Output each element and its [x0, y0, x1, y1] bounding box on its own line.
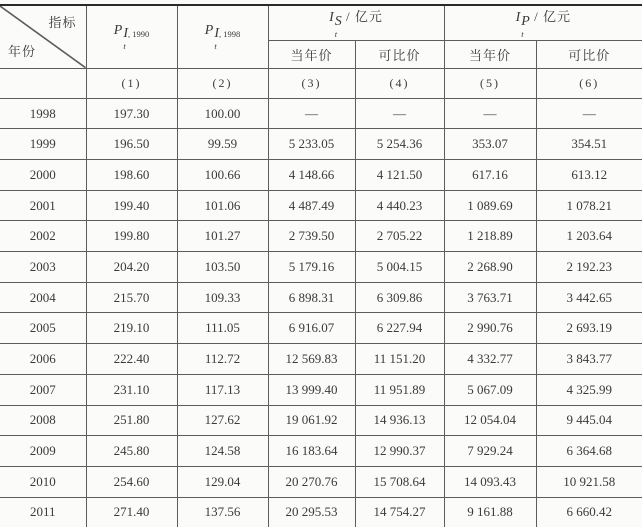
- table-header: [0, 5, 642, 98]
- corner-label-year: 年份: [8, 43, 37, 59]
- value-cell: 2 192.23: [536, 252, 642, 283]
- value-cell: 271.40: [86, 497, 177, 527]
- table-body: [0, 98, 642, 527]
- year-cell: 2004: [0, 282, 86, 313]
- table-row: [0, 252, 642, 283]
- is-base: I: [329, 10, 334, 25]
- header-p1998: [177, 5, 268, 68]
- value-cell: 1 078.21: [536, 190, 642, 221]
- table-row: [0, 129, 642, 160]
- value-cell: 198.60: [86, 160, 177, 191]
- value-cell: 6 660.42: [536, 497, 642, 527]
- year-cell: 1999: [0, 129, 86, 160]
- value-cell: 4 332.77: [444, 344, 536, 375]
- value-cell: 5 179.16: [268, 252, 355, 283]
- value-cell: 127.62: [177, 405, 268, 436]
- value-cell: 3 843.77: [536, 344, 642, 375]
- p1990-base: P: [113, 22, 123, 38]
- value-cell: 197.30: [86, 98, 177, 129]
- index-cell-2: (2): [177, 68, 268, 98]
- value-cell: 6 898.31: [268, 282, 355, 313]
- table-row: [0, 374, 642, 405]
- value-cell: 6 364.68: [536, 436, 642, 467]
- year-cell: 2000: [0, 160, 86, 191]
- value-cell: —: [355, 98, 444, 129]
- ip-sup: P: [521, 13, 530, 29]
- p1998-sup-year: , 1998: [218, 29, 241, 40]
- year-cell: 2003: [0, 252, 86, 283]
- is-sub: t: [334, 28, 338, 39]
- header-is-group: [268, 5, 444, 40]
- value-cell: 5 067.09: [444, 374, 536, 405]
- value-cell: 199.40: [86, 190, 177, 221]
- value-cell: 100.66: [177, 160, 268, 191]
- header-is-comparable-price: 可比价: [355, 40, 444, 68]
- value-cell: 204.20: [86, 252, 177, 283]
- value-cell: 129.04: [177, 466, 268, 497]
- year-cell: 2005: [0, 313, 86, 344]
- value-cell: 101.06: [177, 190, 268, 221]
- is-sup: S: [334, 13, 342, 29]
- value-cell: 613.12: [536, 160, 642, 191]
- value-cell: 101.27: [177, 221, 268, 252]
- value-cell: 117.13: [177, 374, 268, 405]
- table-row: [0, 221, 642, 252]
- value-cell: 15 708.64: [355, 466, 444, 497]
- value-cell: —: [444, 98, 536, 129]
- value-cell: 199.80: [86, 221, 177, 252]
- table-row: [0, 98, 642, 129]
- value-cell: 99.59: [177, 129, 268, 160]
- value-cell: 2 739.50: [268, 221, 355, 252]
- ip-base: I: [515, 10, 521, 25]
- header-ip-comparable-price: 可比价: [536, 40, 642, 68]
- year-cell: 2007: [0, 374, 86, 405]
- value-cell: 251.80: [86, 405, 177, 436]
- value-cell: 6 309.86: [355, 282, 444, 313]
- value-cell: 1 218.89: [444, 221, 536, 252]
- value-cell: 231.10: [86, 374, 177, 405]
- value-cell: 1 089.69: [444, 190, 536, 221]
- value-cell: 4 487.49: [268, 190, 355, 221]
- table-row: [0, 282, 642, 313]
- value-cell: 222.40: [86, 344, 177, 375]
- value-cell: 13 999.40: [268, 374, 355, 405]
- value-cell: 12 990.37: [355, 436, 444, 467]
- ip-unit: / 亿元: [529, 9, 571, 24]
- value-cell: 10 921.58: [536, 466, 642, 497]
- value-cell: 4 325.99: [536, 374, 642, 405]
- table-row: [0, 405, 642, 436]
- corner-label-indicator: 指标: [48, 15, 77, 30]
- value-cell: 5 233.05: [268, 129, 355, 160]
- table-row: [0, 190, 642, 221]
- value-cell: 12 054.04: [444, 405, 536, 436]
- value-cell: 5 254.36: [355, 129, 444, 160]
- year-cell: 2008: [0, 405, 86, 436]
- is-unit: / 亿元: [341, 9, 383, 24]
- value-cell: 12 569.83: [268, 344, 355, 375]
- p1998-sub: t: [214, 41, 217, 52]
- p1990-sub: t: [123, 41, 126, 52]
- table-row: [0, 497, 642, 527]
- value-cell: 219.10: [86, 313, 177, 344]
- year-cell: 2001: [0, 190, 86, 221]
- header-ip-current-price: 当年价: [444, 40, 536, 68]
- index-cell-3: (3): [268, 68, 355, 98]
- header-is-current-price: 当年价: [268, 40, 355, 68]
- value-cell: 4 440.23: [355, 190, 444, 221]
- value-cell: 6 916.07: [268, 313, 355, 344]
- value-cell: 5 004.15: [355, 252, 444, 283]
- header-ip-group: [444, 5, 642, 40]
- value-cell: 14 936.13: [355, 405, 444, 436]
- value-cell: 1 203.64: [536, 221, 642, 252]
- year-cell: 1998: [0, 98, 86, 129]
- value-cell: 196.50: [86, 129, 177, 160]
- year-cell: 2002: [0, 221, 86, 252]
- value-cell: 7 929.24: [444, 436, 536, 467]
- value-cell: 254.60: [86, 466, 177, 497]
- value-cell: 2 693.19: [536, 313, 642, 344]
- year-cell: 2006: [0, 344, 86, 375]
- value-cell: 112.72: [177, 344, 268, 375]
- value-cell: 354.51: [536, 129, 642, 160]
- value-cell: 353.07: [444, 129, 536, 160]
- value-cell: 2 705.22: [355, 221, 444, 252]
- value-cell: 19 061.92: [268, 405, 355, 436]
- value-cell: 215.70: [86, 282, 177, 313]
- value-cell: 100.00: [177, 98, 268, 129]
- value-cell: 11 951.89: [355, 374, 444, 405]
- index-cell-empty: [0, 68, 86, 98]
- statistics-table: [0, 4, 642, 527]
- value-cell: 2 990.76: [444, 313, 536, 344]
- table-row: [0, 313, 642, 344]
- table-row: [0, 344, 642, 375]
- value-cell: 137.56: [177, 497, 268, 527]
- p1990-sup: I: [123, 26, 128, 42]
- value-cell: 20 295.53: [268, 497, 355, 527]
- value-cell: 124.58: [177, 436, 268, 467]
- table-row: [0, 160, 642, 191]
- value-cell: 14 093.43: [444, 466, 536, 497]
- header-p1990: [86, 5, 177, 68]
- value-cell: 16 183.64: [268, 436, 355, 467]
- ip-sub: t: [521, 28, 524, 39]
- index-cell-4: (4): [355, 68, 444, 98]
- value-cell: 617.16: [444, 160, 536, 191]
- value-cell: 14 754.27: [355, 497, 444, 527]
- value-cell: 3 442.65: [536, 282, 642, 313]
- p1998-base: P: [204, 22, 214, 38]
- index-cell-6: (6): [536, 68, 642, 98]
- value-cell: 109.33: [177, 282, 268, 313]
- value-cell: 3 763.71: [444, 282, 536, 313]
- value-cell: 4 121.50: [355, 160, 444, 191]
- value-cell: 2 268.90: [444, 252, 536, 283]
- value-cell: 111.05: [177, 313, 268, 344]
- value-cell: 245.80: [86, 436, 177, 467]
- table-row: [0, 436, 642, 467]
- value-cell: 103.50: [177, 252, 268, 283]
- value-cell: —: [536, 98, 642, 129]
- corner-diagonal-cell: [0, 5, 86, 68]
- year-cell: 2010: [0, 466, 86, 497]
- value-cell: 9 161.88: [444, 497, 536, 527]
- value-cell: 11 151.20: [355, 344, 444, 375]
- value-cell: —: [268, 98, 355, 129]
- value-cell: 6 227.94: [355, 313, 444, 344]
- p1998-sup: I: [214, 26, 219, 42]
- index-cell-5: (5): [444, 68, 536, 98]
- index-cell-1: (1): [86, 68, 177, 98]
- year-cell: 2009: [0, 436, 86, 467]
- value-cell: 4 148.66: [268, 160, 355, 191]
- value-cell: 9 445.04: [536, 405, 642, 436]
- p1990-sup-year: , 1990: [127, 29, 150, 40]
- table-row: [0, 466, 642, 497]
- year-cell: 2011: [0, 497, 86, 527]
- value-cell: 20 270.76: [268, 466, 355, 497]
